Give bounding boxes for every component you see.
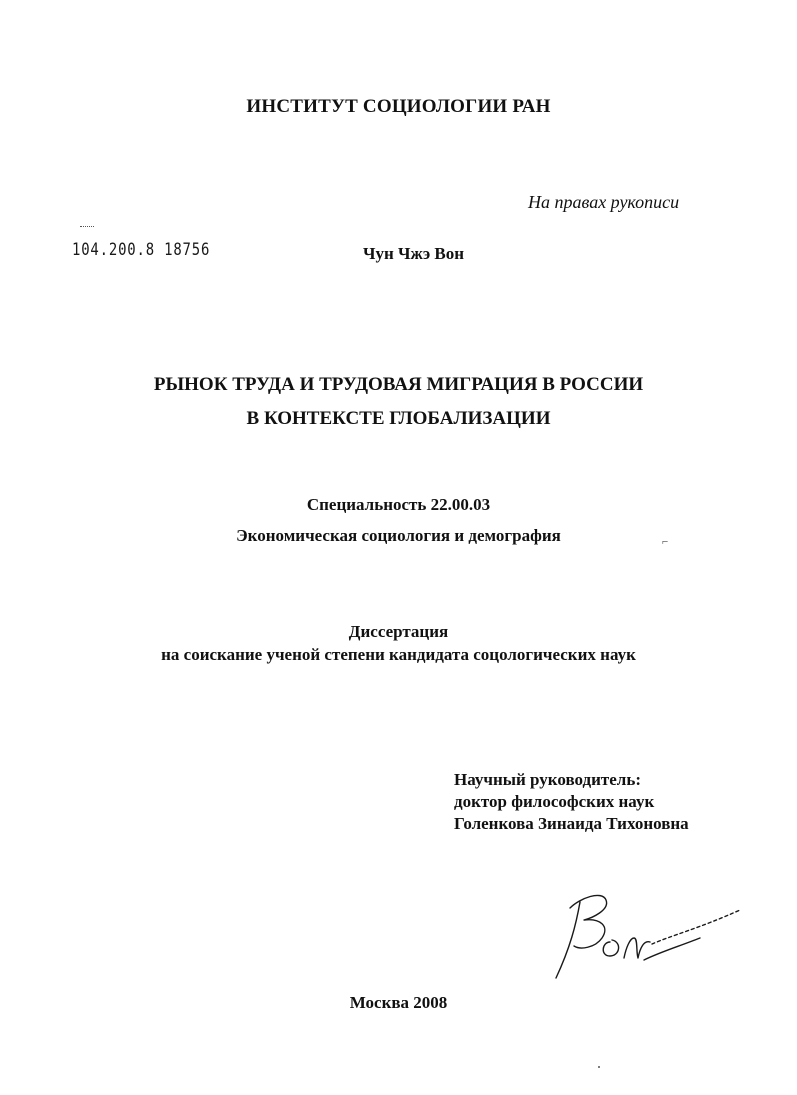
dissertation-degree: на соискание ученой степени кандидата соцологических наук (161, 645, 636, 664)
signature-stroke-n (624, 938, 650, 958)
signature-stroke-stem (556, 902, 580, 978)
scan-mark: ⌐ (662, 536, 669, 548)
author-name: Чун Чжэ Вон (363, 244, 465, 263)
stamp-mark (80, 226, 94, 229)
author-signature (540, 880, 750, 990)
speciality-name: Экономическая социология и демография (236, 526, 561, 545)
institute-name: ИНСТИТУТ СОЦИОЛОГИИ РАН (246, 96, 551, 117)
dissertation-label: Диссертация (348, 622, 449, 641)
signature-stroke-o (603, 940, 618, 956)
signature-stroke-tail (644, 938, 700, 960)
supervisor-degree: доктор философских наук (454, 792, 655, 811)
registration-stamp: 104.200.8 18756 (72, 240, 211, 260)
manuscript-note: На правах рукописи (528, 192, 680, 212)
title-line-1: РЫНОК ТРУДА И ТРУДОВАЯ МИГРАЦИЯ В РОССИИ (153, 374, 644, 395)
speciality-code: Специальность 22.00.03 (306, 495, 491, 514)
scan-speck (598, 1066, 600, 1068)
supervisor-label: Научный руководитель: (454, 770, 641, 789)
supervisor-name: Голенкова Зинаида Тихоновна (454, 814, 689, 833)
city-year: Москва 2008 (349, 993, 448, 1012)
title-line-2: В КОНТЕКСТЕ ГЛОБАЛИЗАЦИИ (246, 408, 551, 429)
